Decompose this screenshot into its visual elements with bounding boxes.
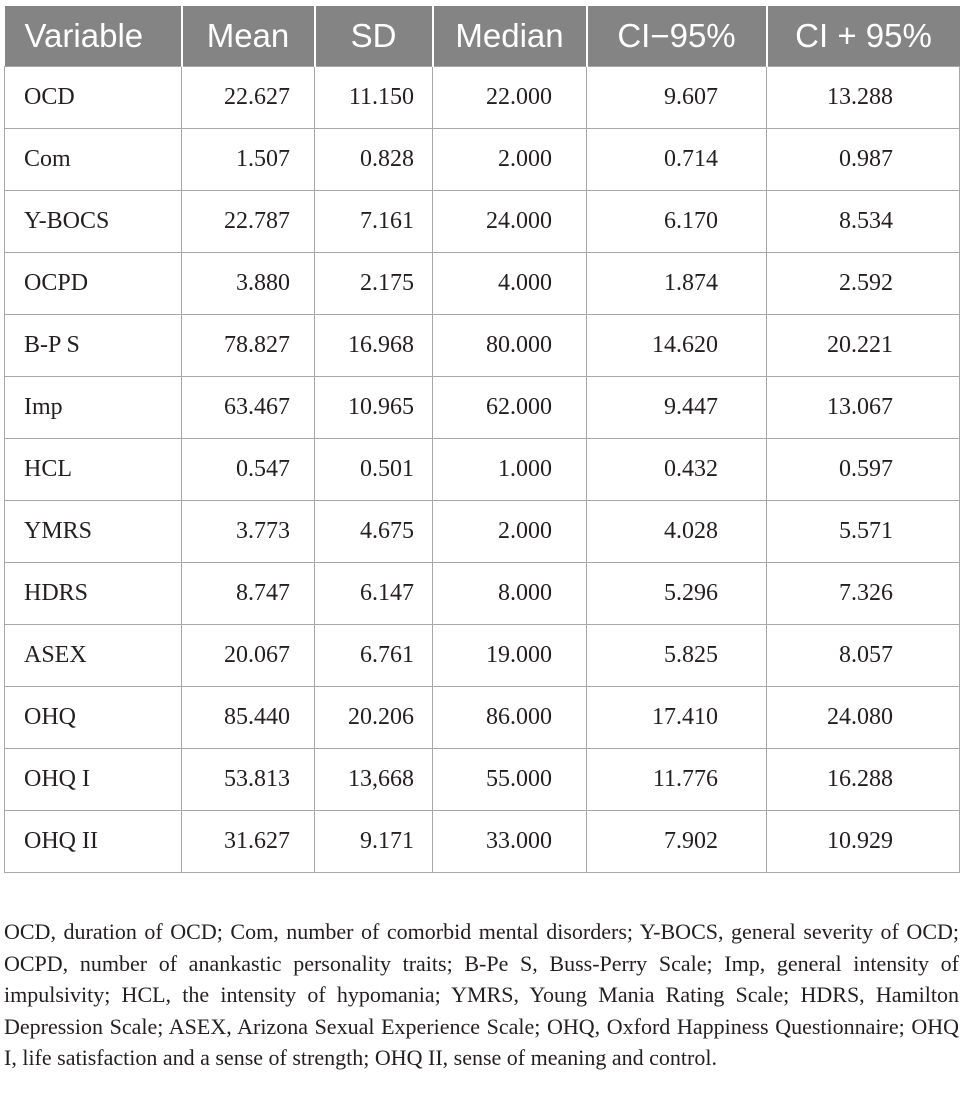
header-ci-upper: CI + 95% xyxy=(767,6,960,67)
ci-lower-cell: 4.028 xyxy=(587,501,767,563)
ci-lower-cell: 11.776 xyxy=(587,749,767,811)
sd-cell: 20.206 xyxy=(315,687,433,749)
sd-cell: 11.150 xyxy=(315,67,433,129)
mean-cell: 22.787 xyxy=(182,191,315,253)
sd-cell: 9.171 xyxy=(315,811,433,873)
descriptive-statistics-table xyxy=(4,6,960,873)
sd-cell: 6.147 xyxy=(315,563,433,625)
table-footnote: OCD, duration of OCD; Com, number of comorbid mental disorders; Y-BOCS, general severity of OCD; OCPD, number of anankastic personality traits; B-Pe S, Buss-Perry Scale; Imp, general intensity of impulsivity; HCL, the intensity of hypomania; YMRS, Young Mania Rating Scale; HDRS, Hamilton Depression Scale; ASEX, Arizona Sexual Experience Scale; OHQ, Oxford Happiness Questionnaire; OHQ I, life satisfaction and a sense of strength; OHQ II, sense of meaning and control. xyxy=(4,919,959,1070)
table-row xyxy=(5,67,960,129)
variable-cell: Imp xyxy=(5,377,182,439)
table-row xyxy=(5,625,960,687)
ci-lower-cell: 5.825 xyxy=(587,625,767,687)
ci-lower-cell: 5.296 xyxy=(587,563,767,625)
ci-lower-cell: 14.620 xyxy=(587,315,767,377)
median-cell: 1.000 xyxy=(433,439,587,501)
median-cell: 33.000 xyxy=(433,811,587,873)
median-cell: 2.000 xyxy=(433,501,587,563)
mean-cell: 78.827 xyxy=(182,315,315,377)
ci-lower-cell: 6.170 xyxy=(587,191,767,253)
sd-cell: 13,668 xyxy=(315,749,433,811)
ci-upper-cell: 5.571 xyxy=(767,501,960,563)
header-row xyxy=(5,6,960,67)
median-cell: 19.000 xyxy=(433,625,587,687)
mean-cell: 85.440 xyxy=(182,687,315,749)
variable-cell: OCD xyxy=(5,67,182,129)
ci-upper-cell: 16.288 xyxy=(767,749,960,811)
ci-lower-cell: 7.902 xyxy=(587,811,767,873)
ci-lower-cell: 0.714 xyxy=(587,129,767,191)
table-row xyxy=(5,811,960,873)
ci-upper-cell: 13.288 xyxy=(767,67,960,129)
ci-lower-cell: 1.874 xyxy=(587,253,767,315)
ci-lower-cell: 0.432 xyxy=(587,439,767,501)
variable-cell: OHQ I xyxy=(5,749,182,811)
ci-upper-cell: 20.221 xyxy=(767,315,960,377)
median-cell: 62.000 xyxy=(433,377,587,439)
table-row xyxy=(5,563,960,625)
median-cell: 55.000 xyxy=(433,749,587,811)
header-variable: Variable xyxy=(5,6,182,67)
variable-cell: B-P S xyxy=(5,315,182,377)
ci-upper-cell: 24.080 xyxy=(767,687,960,749)
mean-cell: 20.067 xyxy=(182,625,315,687)
ci-upper-cell: 7.326 xyxy=(767,563,960,625)
sd-cell: 6.761 xyxy=(315,625,433,687)
mean-cell: 53.813 xyxy=(182,749,315,811)
table-row xyxy=(5,253,960,315)
variable-cell: HCL xyxy=(5,439,182,501)
ci-upper-cell: 13.067 xyxy=(767,377,960,439)
mean-cell: 3.773 xyxy=(182,501,315,563)
sd-cell: 16.968 xyxy=(315,315,433,377)
mean-cell: 0.547 xyxy=(182,439,315,501)
mean-cell: 3.880 xyxy=(182,253,315,315)
variable-cell: OCPD xyxy=(5,253,182,315)
median-cell: 4.000 xyxy=(433,253,587,315)
sd-cell: 0.828 xyxy=(315,129,433,191)
mean-cell: 31.627 xyxy=(182,811,315,873)
variable-cell: OHQ II xyxy=(5,811,182,873)
mean-cell: 1.507 xyxy=(182,129,315,191)
ci-upper-cell: 0.987 xyxy=(767,129,960,191)
table-row xyxy=(5,687,960,749)
header-median: Median xyxy=(433,6,587,67)
mean-cell: 63.467 xyxy=(182,377,315,439)
mean-cell: 8.747 xyxy=(182,563,315,625)
sd-cell: 4.675 xyxy=(315,501,433,563)
variable-cell: Y-BOCS xyxy=(5,191,182,253)
median-cell: 80.000 xyxy=(433,315,587,377)
sd-cell: 2.175 xyxy=(315,253,433,315)
table-row xyxy=(5,315,960,377)
variable-cell: ASEX xyxy=(5,625,182,687)
ci-lower-cell: 9.447 xyxy=(587,377,767,439)
median-cell: 24.000 xyxy=(433,191,587,253)
sd-cell: 7.161 xyxy=(315,191,433,253)
header-mean: Mean xyxy=(182,6,315,67)
ci-upper-cell: 0.597 xyxy=(767,439,960,501)
median-cell: 86.000 xyxy=(433,687,587,749)
ci-lower-cell: 9.607 xyxy=(587,67,767,129)
variable-cell: HDRS xyxy=(5,563,182,625)
variable-cell: Com xyxy=(5,129,182,191)
table-row xyxy=(5,749,960,811)
variable-cell: OHQ xyxy=(5,687,182,749)
table-row xyxy=(5,129,960,191)
sd-cell: 10.965 xyxy=(315,377,433,439)
table-row xyxy=(5,377,960,439)
ci-upper-cell: 8.057 xyxy=(767,625,960,687)
sd-cell: 0.501 xyxy=(315,439,433,501)
ci-upper-cell: 8.534 xyxy=(767,191,960,253)
table-row xyxy=(5,439,960,501)
table-row xyxy=(5,191,960,253)
ci-lower-cell: 17.410 xyxy=(587,687,767,749)
header-ci-lower: CI−95% xyxy=(587,6,767,67)
ci-upper-cell: 2.592 xyxy=(767,253,960,315)
ci-upper-cell: 10.929 xyxy=(767,811,960,873)
header-sd: SD xyxy=(315,6,433,67)
table-row xyxy=(5,501,960,563)
median-cell: 22.000 xyxy=(433,67,587,129)
variable-cell: YMRS xyxy=(5,501,182,563)
mean-cell: 22.627 xyxy=(182,67,315,129)
median-cell: 8.000 xyxy=(433,563,587,625)
table-body xyxy=(5,67,960,873)
median-cell: 2.000 xyxy=(433,129,587,191)
